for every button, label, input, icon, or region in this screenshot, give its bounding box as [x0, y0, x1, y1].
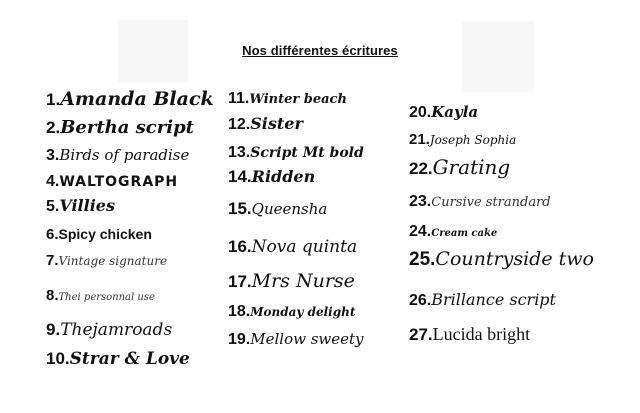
- font-name: Strar & Love: [69, 349, 190, 369]
- list-item: [228, 116, 303, 133]
- font-name: Monday delight: [250, 305, 356, 319]
- list-item: [46, 252, 167, 268]
- item-number: 13.: [228, 144, 251, 161]
- list-item: [46, 119, 194, 137]
- font-name: Brillance script: [431, 290, 556, 309]
- item-number: 25.: [409, 249, 436, 270]
- font-name: Cursive strandard: [431, 195, 551, 210]
- item-number: 21.: [409, 131, 430, 148]
- font-name: Thejamroads: [60, 320, 173, 340]
- font-name: Queensha: [251, 200, 328, 218]
- list-item: [409, 223, 497, 240]
- item-number: 8.: [46, 287, 59, 304]
- font-name: Vintage signature: [58, 254, 168, 268]
- font-name: Nova quinta: [251, 237, 358, 257]
- item-number: 4.: [46, 173, 60, 190]
- item-number: 23.: [409, 193, 432, 210]
- list-item: [228, 238, 357, 256]
- list-item: [228, 303, 355, 320]
- item-number: 26.: [409, 292, 432, 309]
- item-number: 7.: [46, 252, 59, 269]
- list-item: [409, 104, 478, 121]
- item-number: 27.: [409, 325, 433, 344]
- font-name: Amanda Black: [60, 88, 214, 110]
- list-item: [228, 272, 355, 291]
- font-name: WALTOGRAPH: [59, 174, 179, 190]
- font-name: Joseph Sophia: [429, 133, 517, 147]
- list-item: [46, 90, 214, 109]
- list-item: [46, 321, 172, 339]
- font-name: Countryside two: [435, 248, 594, 270]
- item-number: 20.: [409, 104, 432, 121]
- font-name: Mellow sweety: [250, 330, 364, 348]
- list-item: [228, 200, 327, 217]
- item-number: 11.: [228, 90, 250, 107]
- item-number: 2.: [46, 118, 61, 137]
- font-name: Lucida bright: [432, 324, 531, 344]
- list-item: [46, 226, 152, 242]
- font-name: Script Mt bold: [250, 145, 364, 161]
- item-number: 17.: [228, 272, 252, 291]
- font-name: Winter beach: [249, 92, 347, 107]
- item-number: 22.: [409, 159, 433, 178]
- list-item: [409, 157, 510, 177]
- item-number: 14.: [228, 167, 252, 186]
- font-name: Sister: [250, 114, 303, 133]
- item-number: 3.: [46, 147, 60, 164]
- list-item: [409, 292, 556, 309]
- font-name: Grating: [432, 155, 511, 179]
- item-number: 6.: [46, 226, 59, 243]
- font-name: Thei personnal use: [58, 292, 155, 303]
- item-number: 24.: [409, 223, 432, 240]
- font-name: Birds of paradise: [59, 146, 190, 164]
- list-item: [409, 193, 551, 210]
- list-item: [228, 168, 315, 185]
- list-item: [46, 350, 190, 368]
- list-item: [46, 173, 178, 190]
- list-item: [46, 287, 155, 303]
- item-number: 5.: [46, 198, 60, 215]
- list-item: [409, 325, 530, 343]
- item-number: 12.: [228, 116, 251, 133]
- font-name: Cream cake: [431, 228, 498, 239]
- list-item: [46, 198, 115, 215]
- list-item: [228, 331, 364, 348]
- list-item: [409, 250, 594, 269]
- font-name: Kayla: [431, 103, 479, 121]
- item-number: 10.: [46, 349, 70, 368]
- item-number: 16.: [228, 237, 252, 256]
- page-title: Nos différentes écritures: [242, 43, 398, 58]
- item-number: 19.: [228, 331, 251, 348]
- font-name: Bertha script: [60, 117, 194, 138]
- font-name: Spicy chicken: [58, 226, 152, 242]
- font-name: Villies: [59, 196, 115, 215]
- item-number: 1.: [46, 90, 61, 109]
- list-item: [46, 147, 189, 164]
- list-item: [409, 131, 516, 147]
- list-item: [228, 144, 364, 161]
- item-number: 18.: [228, 303, 251, 320]
- list-item: [228, 90, 347, 107]
- font-name: Ridden: [251, 167, 316, 186]
- item-number: 15.: [228, 199, 252, 218]
- item-number: 9.: [46, 320, 61, 339]
- font-name: Mrs Nurse: [251, 270, 355, 292]
